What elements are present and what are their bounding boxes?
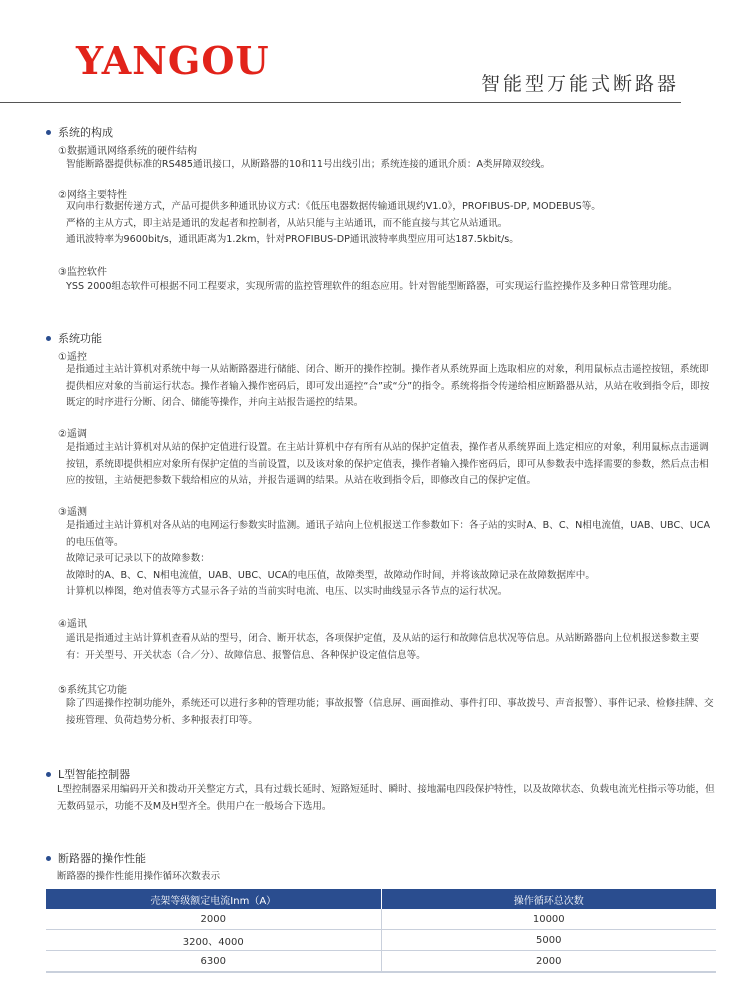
table-row <box>46 951 716 972</box>
header-rule <box>0 102 681 103</box>
product-title: 智能型万能式断路器 <box>480 73 679 95</box>
table-cell: 2000 <box>381 951 716 972</box>
sub-heading-remote-measure: ③遥测 <box>58 507 87 518</box>
section-heading-functions: 系统功能 <box>46 330 102 346</box>
paragraph-remote-adjust: 是指通过主站计算机对从站的保护定值进行设置。在主站计算机中存有所有从站的保护定值表，操作者从系统界面上选定相应的对象，利用鼠标点击遥调按钮，系统即提供相应对象所有保护定值的当前设置，以及该对象的保护定值表，操作者输入操作密码后，即可从参数表中选择需要的参数，然后点击相应的按钮，主站便把参数下载给相应的从站，并报告遥调的结果。从站在收到指令后，即修改自己的保护定值。 <box>66 442 709 486</box>
sub-heading-other-functions: ⑤系统其它功能 <box>58 685 127 696</box>
section-heading-operation: 断路器的操作性能 <box>46 850 146 866</box>
column-header-cycles: 操作循环总次数 <box>381 889 716 909</box>
sub-heading-hardware: ①数据通讯网络系统的硬件结构 <box>58 146 197 157</box>
sub-heading-remote-control: ①遥控 <box>58 352 87 363</box>
sub-heading-remote-signal: ④遥讯 <box>58 619 87 630</box>
column-header-rated-current: 壳架等级额定电流Inm（A） <box>46 889 381 909</box>
sub-heading-remote-adjust: ②遥调 <box>58 429 87 440</box>
paragraph-remote-measure: 是指通过主站计算机对各从站的电网运行参数实时监测。通讯子站向上位机报送工作参数如下：各子站的实时A、B、C、N相电流值，UAB、UBC、UCA的电压值等。 故障记录可记录以下的故障参数： 故障时的A、B、C、N相电流值，UAB、UBC、UCA的电压值，故障类型，故障动作时间，并将该故障记录在故障数据库中。 计算机以棒图，绝对值表等方式显示各子站的当前实时电流、电压、以实时曲线显示各节点的运行状况。 <box>66 520 711 597</box>
paragraph-l-controller: L型控制器采用编码开关和拨动开关整定方式，具有过载长延时、短路短延时、瞬时、接地漏电四段保护特性，以及故障状态、负载电流光柱指示等功能，但无数码显示，功能不及M及H型齐全。供用户在一般场合下选用。 <box>57 784 715 812</box>
bullet-icon <box>46 856 51 861</box>
bottom-rule <box>46 972 716 973</box>
table-header-row <box>46 889 716 909</box>
paragraph-remote-signal: 遥讯是指通过主站计算机查看从站的型号，闭合、断开状态，各项保护定值，及从站的运行和故障信息状况等信息。从站断路器向上位机报送参数主要有：开关型号、开关状态（合／分）、故障信息、报警信息、各种保护设定值信息等。 <box>66 633 700 661</box>
sub-heading-network: ②网络主要特性 <box>58 190 127 201</box>
section-heading-composition: 系统的构成 <box>46 124 113 140</box>
bullet-icon <box>46 130 51 135</box>
paragraph-network: 双向串行数据传递方式，产品可提供多种通讯协议方式：《低压电器数据传输通讯规约V1.0》，PROFIBUS-DP, MODEBUS等。 严格的主从方式，即主站是通讯的发起者和控制者，从站只能与主站通讯，而不能直接与其它从站通讯。 通讯波特率为9600bit/s，通讯距离为1.2km，针对PROFIBUS-DP通讯波特率典型应用可达187.5kbit/s。 <box>66 201 601 245</box>
paragraph-hardware: 智能断路器提供标准的RS485通讯接口，从断路器的10和11号出线引出；系统连接的通讯介质：A类屏障双绞线。 <box>66 159 551 170</box>
table-caption: 断路器的操作性能用操作循环次数表示 <box>57 871 221 882</box>
table-cell: 6300 <box>46 951 381 972</box>
paragraph-software: YSS 2000组态软件可根据不同工程要求，实现所需的监控管理软件的组态应用。针对智能型断路器，可实现运行监控操作及多种日常管理功能。 <box>66 281 678 292</box>
table-cell: 3200、4000 <box>46 930 381 951</box>
table-cell: 10000 <box>381 909 716 930</box>
table-row <box>46 909 716 930</box>
operation-table <box>46 889 716 972</box>
table-cell: 2000 <box>46 909 381 930</box>
bullet-icon <box>46 772 51 777</box>
sub-heading-software: ③监控软件 <box>58 267 107 278</box>
paragraph-other-functions: 除了四遥操作控制功能外，系统还可以进行多种的管理功能；事故报警（信息屏、画面推动、事件打印、事故拨号、声音报警）、事件记录、检修挂牌、交接班管理、负荷趋势分析、多种报表打印等。 <box>66 698 714 726</box>
bullet-icon <box>46 336 51 341</box>
table-row <box>46 930 716 951</box>
section-heading-l-controller: L型智能控制器 <box>46 766 130 782</box>
paragraph-remote-control: 是指通过主站计算机对系统中每一从站断路器进行储能、闭合、断开的操作控制。操作者从系统界面上选取相应的对象，利用鼠标点击遥控按钮，系统即提供相应对象的当前运行状态。操作者输入操作密码后，即可发出遥控“合”或“分”的指令。系统将指令传递给相应断路器从站，从站在收到指令后，即按既定的时序进行分断、闭合、储能等操作，并向主站报告遥控的结果。 <box>66 364 710 408</box>
table-cell: 5000 <box>381 930 716 951</box>
logo: YANGOU <box>76 38 270 83</box>
